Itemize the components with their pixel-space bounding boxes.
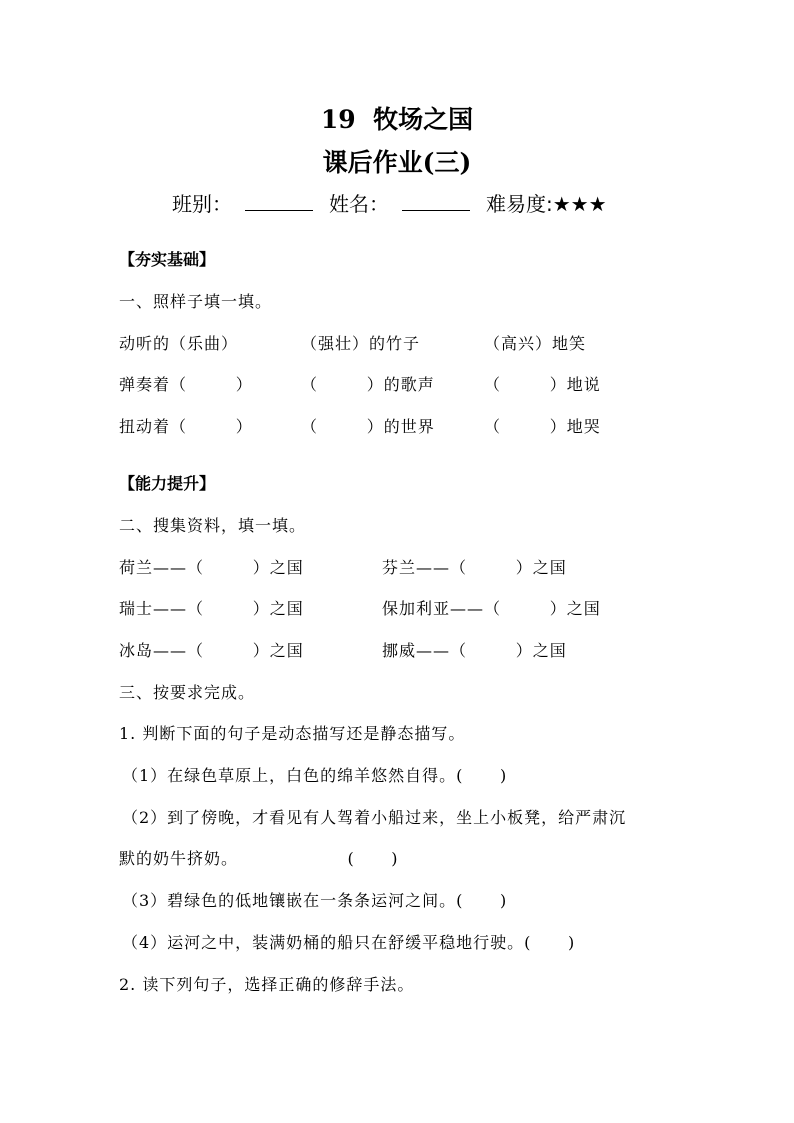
- q2-row1-col2[interactable]: 芬兰——（ ）之国: [382, 558, 567, 577]
- q2-row3-col2[interactable]: 挪威——（ ）之国: [382, 641, 567, 660]
- q1-row1-col2: （强壮）的竹子: [301, 334, 421, 353]
- q3-item3[interactable]: （3）碧绿色的低地镶嵌在一条条运河之间。( ): [122, 891, 508, 910]
- name-label: 姓名：: [329, 192, 389, 216]
- q1-row2-col2[interactable]: （ ）的歌声: [301, 375, 435, 394]
- q1-row1-col1: 动听的（乐曲）: [119, 334, 239, 353]
- page-subtitle: 课后作业(三): [322, 148, 472, 177]
- q3-item2-line2[interactable]: 默的奶牛挤奶。 ( ): [119, 849, 399, 868]
- q2-heading: 二、搜集资料，填一填。: [119, 516, 307, 535]
- page-title: 19 牧场之国: [320, 105, 474, 134]
- q3-item2-line1: （2）到了傍晚，才看见有人驾着小船过来，坐上小板凳，给严肃沉: [122, 808, 627, 827]
- class-label: 班别：: [172, 192, 232, 216]
- section-basic: 【夯实基础】: [119, 250, 216, 269]
- q2-row1-col1[interactable]: 荷兰——（ ）之国: [119, 558, 304, 577]
- q3-item1[interactable]: （1）在绿色草原上，白色的绵羊悠然自得。( ): [122, 766, 508, 785]
- q1-row3-col1[interactable]: 扭动着（ ）: [119, 417, 253, 436]
- q1-heading: 一、照样子填一填。: [119, 292, 273, 311]
- name-blank[interactable]: [402, 192, 470, 215]
- q3-heading: 三、按要求完成。: [119, 683, 256, 702]
- q3-sub2: 2. 读下列句子，选择正确的修辞手法。: [119, 975, 415, 994]
- q1-row2-col1[interactable]: 弹奏着（ ）: [119, 375, 253, 394]
- q2-row3-col1[interactable]: 冰岛——（ ）之国: [119, 641, 304, 660]
- q2-row2-col2[interactable]: 保加利亚——（ ）之国: [382, 599, 601, 618]
- q3-sub1: 1. 判断下面的句子是动态描写还是静态描写。: [119, 724, 466, 743]
- q1-row1-col3: （高兴）地笑: [484, 334, 587, 353]
- section-ability: 【能力提升】: [119, 474, 216, 493]
- q3-item4[interactable]: （4）运河之中，装满奶桶的船只在舒缓平稳地行驶。( ): [122, 933, 576, 952]
- q2-row2-col1[interactable]: 瑞士——（ ）之国: [119, 599, 304, 618]
- q1-row3-col2[interactable]: （ ）的世界: [301, 417, 435, 436]
- q1-row3-col3[interactable]: （ ）地哭: [484, 417, 601, 436]
- difficulty-rating: 难易度:★★★: [486, 192, 607, 216]
- q1-row2-col3[interactable]: （ ）地说: [484, 375, 601, 394]
- class-blank[interactable]: [245, 192, 313, 215]
